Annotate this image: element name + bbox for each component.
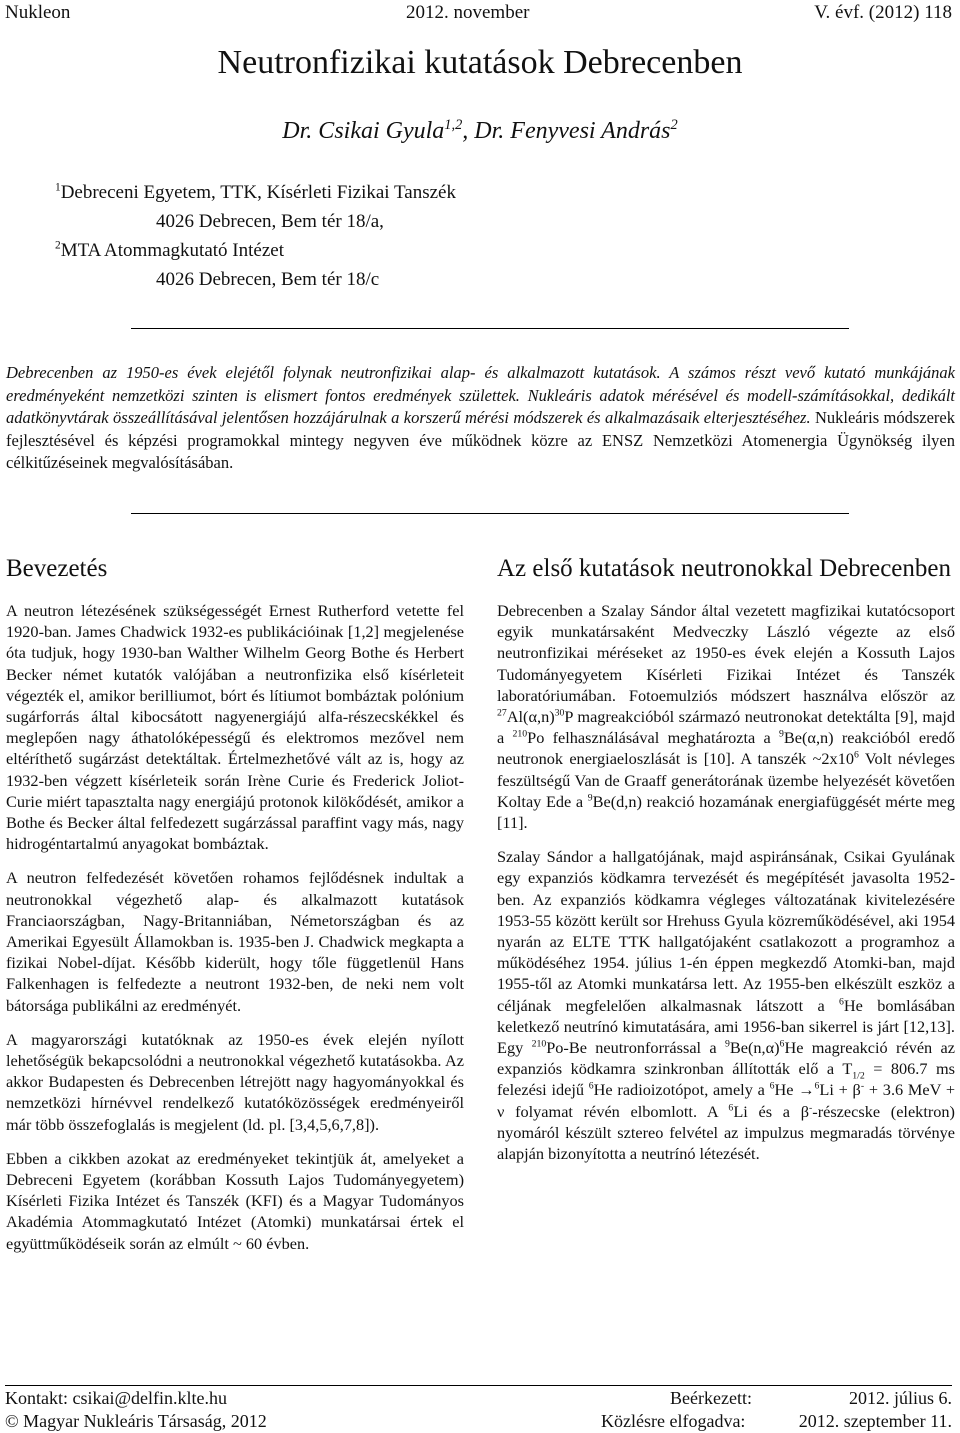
abstract xyxy=(6,362,955,475)
affiliation-1 xyxy=(55,182,456,204)
affiliation-1-address: 4026 Debrecen, Bem tér 18/a, xyxy=(156,211,384,232)
author-2-sup: 2 xyxy=(670,117,678,133)
author-1-sup: 1,2 xyxy=(444,117,463,133)
contact-email: Kontakt: csikai@delfin.klte.hu xyxy=(5,1388,228,1408)
divider-top xyxy=(131,328,849,329)
received-date: 2012. július 6. xyxy=(848,1388,952,1408)
journal-name: Nukleon xyxy=(5,2,71,23)
section-heading-first-research: Az első kutatások neutronokkal Debrecenben xyxy=(497,555,952,582)
paragraph: Debrecenben a Szalay Sándor által vezetett magfizikai kutatócsoport egyik munkatársaként Medveczky László végezte az első neutronfizikai méréseket az 1950-es évek elején a Kossuth Lajos Tudományegyetem Kísérleti Fizikai Intézet és Tanszék laboratóriumában. Fotoemulziós módszert használva először az $^{27}Al(\alpha,n)^{30}P$ magreakcióból származó neutronokat detektálta [9], majd a $^{210}$Po felhasználásával meghatározta a $^9$Be(α,n) reakcióból eredő neutronok energiaeloszlását is [10]. A tanszék $\sim 2x10^6$ Volt névleges feszültségű Van de Graaff generátorának üzembe helyezését követően Koltay Ede a $^9$Be(d,n) reakció hozamának energiafüggését mérte meg [11]. xyxy=(497,601,956,833)
volume-info: V. évf. (2012) 118 xyxy=(814,2,952,23)
abstract-italic: Debrecenben az 1950-es évek elejétől folynak neutronfizikai alap- és alkalmazott kutatások. A számos részt vevő kutató munkájának eredményeként nemzetközi szinten is elismert fontos eredmények születtek. Nukleáris adatok mérésével és modell-számításokkal, dedikált adatkönyvtárak összeállításával jelentősen hozzájárulnak a korszerű mérési módszerek és alkalmazásaik elterjesztéséhez. xyxy=(6,363,955,427)
affiliation-2-sup: 2 xyxy=(55,239,61,252)
affiliation-2-address: 4026 Debrecen, Bem tér 18/c xyxy=(156,269,380,290)
left-column xyxy=(6,553,464,1267)
author-2: , Dr. Fenyvesi András xyxy=(462,118,671,144)
footer-rule xyxy=(5,1385,952,1386)
paragraph: A neutron létezésének szükségességét Ernest Rutherford vetette fel 1920-ban. James Chadwick 1932-es publikációinak [1,2] megjelenése óta tudjuk, hogy 1930-ban Walther Wilhelm Georg Bothe és Herbert Becker német kutatók valójában a neutronfizika első kísérleteit végezték el, amikor berilliumot, bórt és lítiumot bombáztak polónium sugárforrás által kibocsátott nagyenergiájú alfa-részecskékkel és meglepően nagy áthatolóképességű és elektromos mezővel nem eltéríthető sugárzást detektáltak. Értelmezhetővé vált az is, hogy az 1932-ben végzett kísérleteik során Irène Curie és Frederick Joliot-Curie miért tapasztalta nagy energiájú protonok kilökődését, amikor a Bothe és Becker által felfedezett sugárzással paraffint vagy más, nagy hidrogéntartalmú anyagokat bombáztak. xyxy=(6,601,464,854)
paragraph: A neutron felfedezését követően rohamos fejlődésnek indultak a neutronokkal végezhető alap- és alkalmazott kutatások Franciaországban, Nagy-Britanniában, Németországban és az Amerikai Egyesült Államokban is. 1935-ben J. Chadwick megkapta a fizikai Nobel-díjat. Később kiderült, hogy tőle függetlenül Hans Falkenhagen is felfedezte a neutront 1932-ben, de neki nem volt bátorsága publikálni az eredményét. xyxy=(6,868,464,1015)
affiliation-1-text: Debreceni Egyetem, TTK, Kísérleti Fizikai Tanszék xyxy=(60,182,456,203)
accepted-date: 2012. szeptember 11. xyxy=(798,1411,952,1431)
copyright: © Magyar Nukleáris Társaság, 2012 xyxy=(5,1411,267,1431)
divider-bottom xyxy=(131,513,849,514)
running-header xyxy=(5,2,952,26)
arrow-icon: → xyxy=(798,1080,815,1100)
author-1: Dr. Csikai Gyula xyxy=(282,118,445,144)
affiliation-1-sup: 1 xyxy=(55,181,61,194)
abstract-plain: Nukleáris módszerek fejlesztésével és képzési programokkal mintegy negyven éve működnek közre az ENSZ Nemzetközi Atomenergia Ügynökség ilyen célkitűzéseinek megvalósításában. xyxy=(6,408,955,472)
page-footer xyxy=(5,1385,952,1433)
paragraph: A magyarországi kutatóknak az 1950-es évek elején nyílott lehetőségük bekapcsolódni a neutronokkal végezhető kutatásokba. Az akkor Budapesten és Debrecenben létrejött nagy hagyományokkal és nemzetközi hírnévvel rendelkező kutatóközösségek eredményeiről már több összefoglalás is megjelent (ld. pl. [3,4,5,6,7,8]). xyxy=(6,1029,464,1134)
paragraph: Ebben a cikkben azokat az eredményeket tekintjük át, amelyeket a Debreceni Egyetem (korábban Kossuth Lajos Tudományegyetem) Kísérleti Fizika Intézet és Tanszék (KFI) és a Magyar Tudományos Akadémia Atommagkutató Intézet (Atomki) munkatársai értek el együttműködéseik során az elmúlt ~ 60 évben. xyxy=(6,1148,464,1253)
article-title: Neutronfizikai kutatások Debrecenben xyxy=(217,44,743,81)
author-line xyxy=(0,118,960,145)
accepted-label: Közlésre elfogadva: xyxy=(601,1411,746,1431)
paragraph: Szalay Sándor a hallgatójának, majd aspiránsának, Csikai Gyulának egy expanziós ködkamra tervezését és megépítését javasolta 1952-ben. Az expanziós ködkamra végleges változatának kivitelezésére 1953-55 között került sor Hrehuss Gyula közreműködésével, aki 1954 nyarán az ELTE TTK hallgatójaként csatlakozott a programhoz a működéséhez 1954. július 1-én éppen megkezdő Atomki-ban, majd 1955-től az Atomki munkatársa lett. Az 1955-ben elkészült eszköz a céljának megfelelően alkalmasnak látszott a $^6$He bomlásában keletkező neutrínó kimutatására, ami 1956-ban sikerrel is járt [12,13]. Egy $^{210}$Po-Be neutronforrással a $^9Be(n,\alpha)^6He$ magreakció révén az expanziós ködkamra szinkronban állították elő a $T_{1/2} = 806.7$ ms felezési idejű $^6$He radioizotópot, amely a $^6$He →$^6$Li + β- + 3.6 MeV + ν folyamat révén elbomlott. A $^6$Li és a β--részecske (elektron) nyomáról készült sztereo felvétel az impulzus megmaradás törvénye alapján bizonyította a neutrínó létezését. xyxy=(497,847,956,1164)
section-heading-intro: Bevezetés xyxy=(6,555,108,582)
issue-date: 2012. november xyxy=(406,2,530,23)
received-label: Beérkezett: xyxy=(670,1388,752,1408)
right-column xyxy=(497,553,955,1177)
affiliation-2 xyxy=(55,240,284,262)
affiliation-2-text: MTA Atommagkutató Intézet xyxy=(60,240,284,261)
